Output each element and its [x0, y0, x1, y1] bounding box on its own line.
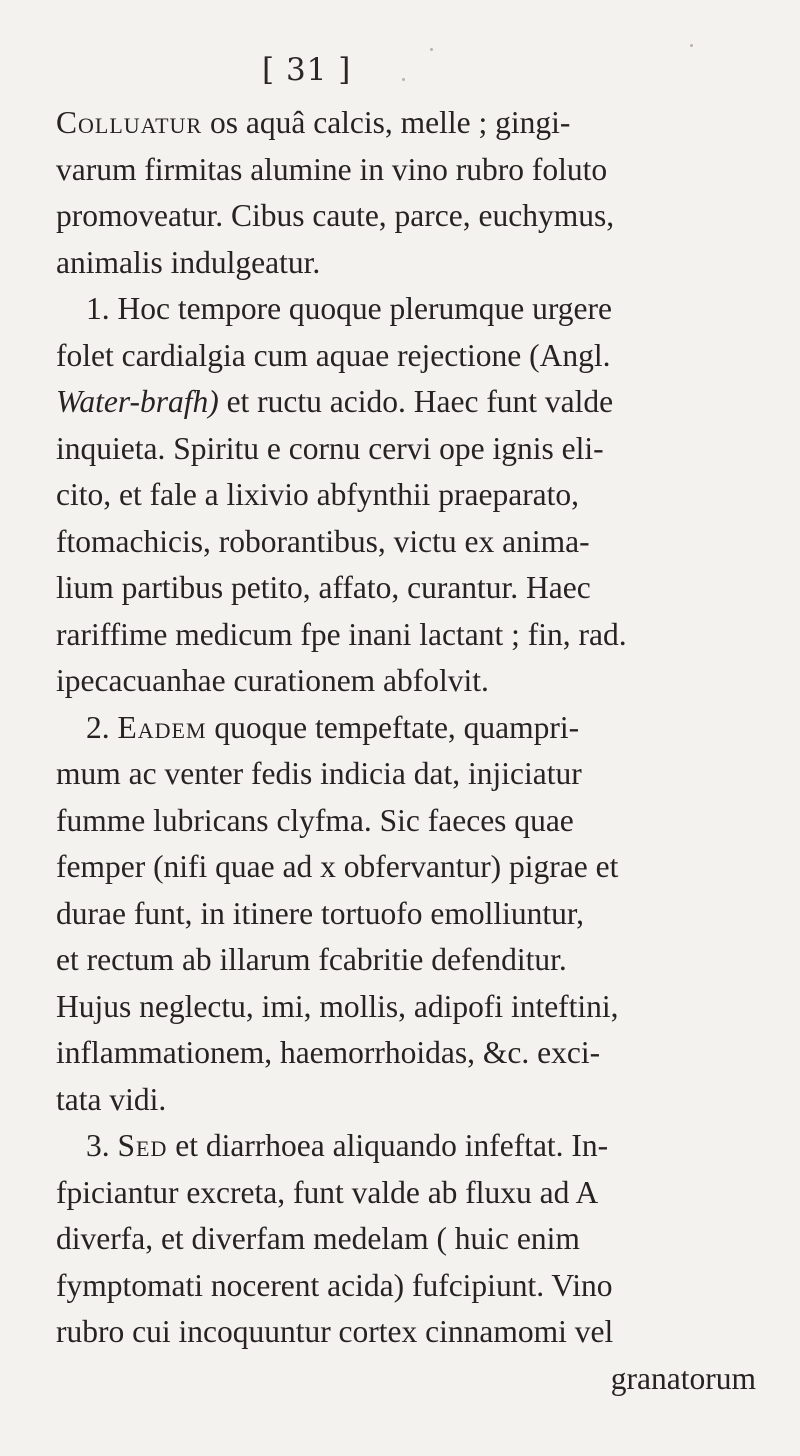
text-line: inflammationem, haemorrhoidas, &c. exci- — [56, 1035, 601, 1070]
text-line: fpiciantur excreta, funt valde ab fluxu ad A — [56, 1174, 599, 1210]
text-line: cito, et fale a lixivio abfynthii praeparato, — [56, 477, 580, 512]
text-line: rubro cui incoquuntur cortex cinnamomi vel — [56, 1314, 614, 1349]
catchword: granatorum — [610, 1360, 756, 1396]
paper-speck — [402, 78, 405, 81]
text-line: 3. Sed et diarrhoea aliquando infeftat. In- — [86, 1128, 609, 1163]
text-line: fumme lubricans clyfma. Sic faeces quae — [56, 802, 574, 838]
paper-speck — [430, 48, 433, 51]
text-line: et rectum ab illarum fcabritie defenditur. — [56, 942, 567, 977]
text-line: tata vidi. — [56, 1081, 167, 1117]
page-number: [ 31 ] — [262, 52, 352, 88]
text-line: varum firmitas alumine in vino rubro foluto — [56, 151, 608, 187]
text-line: lium partibus petito, affato, curantur. Haec — [56, 570, 591, 605]
text-line: folet cardialgia cum aquae rejectione (Angl. — [56, 337, 611, 373]
text-line: 1. Hoc tempore quoque plerumque urgere — [86, 291, 612, 326]
small-caps-lead: Eadem — [117, 709, 207, 745]
text-line: fymptomati nocerent acida) fufcipiunt. Vino — [56, 1267, 613, 1303]
text-line: ipecacuanhae curationem abfolvit. — [56, 663, 489, 698]
text-line: promoveatur. Cibus caute, parce, euchymus, — [56, 198, 615, 233]
text-line: ftomachicis, roborantibus, victu ex anima- — [56, 523, 590, 559]
text-line: 2. Eadem quoque tempeftate, quampri- — [86, 709, 580, 745]
italic-term: Water-brafh) — [56, 384, 219, 419]
small-caps-lead: Colluatur — [56, 105, 203, 140]
text-line: inquieta. Spiritu e cornu cervi ope ignis eli- — [56, 430, 604, 466]
text-line: animalis indulgeatur. — [56, 244, 321, 280]
paper-speck — [690, 44, 693, 47]
text-line: Hujus neglectu, imi, mollis, adipofi inteftini, — [56, 988, 619, 1024]
text-line: Colluatur os aquâ calcis, melle ; gingi- — [56, 105, 571, 140]
small-caps-lead: Sed — [117, 1128, 168, 1163]
text-line: durae funt, in itinere tortuofo emolliuntur, — [56, 895, 584, 931]
text-line: mum ac venter fedis indicia dat, injiciatur — [56, 756, 582, 791]
text-line: rariffime medicum fpe inani lactant ; fin, rad. — [56, 616, 627, 652]
text-line: diverfa, et diverfam medelam ( huic enim — [56, 1221, 580, 1256]
body-text — [56, 100, 756, 1402]
text-line: femper (nifi quae ad x obfervantur) pigrae et — [56, 849, 619, 884]
text-line: Water-brafh) et ructu acido. Haec funt valde — [56, 384, 614, 419]
